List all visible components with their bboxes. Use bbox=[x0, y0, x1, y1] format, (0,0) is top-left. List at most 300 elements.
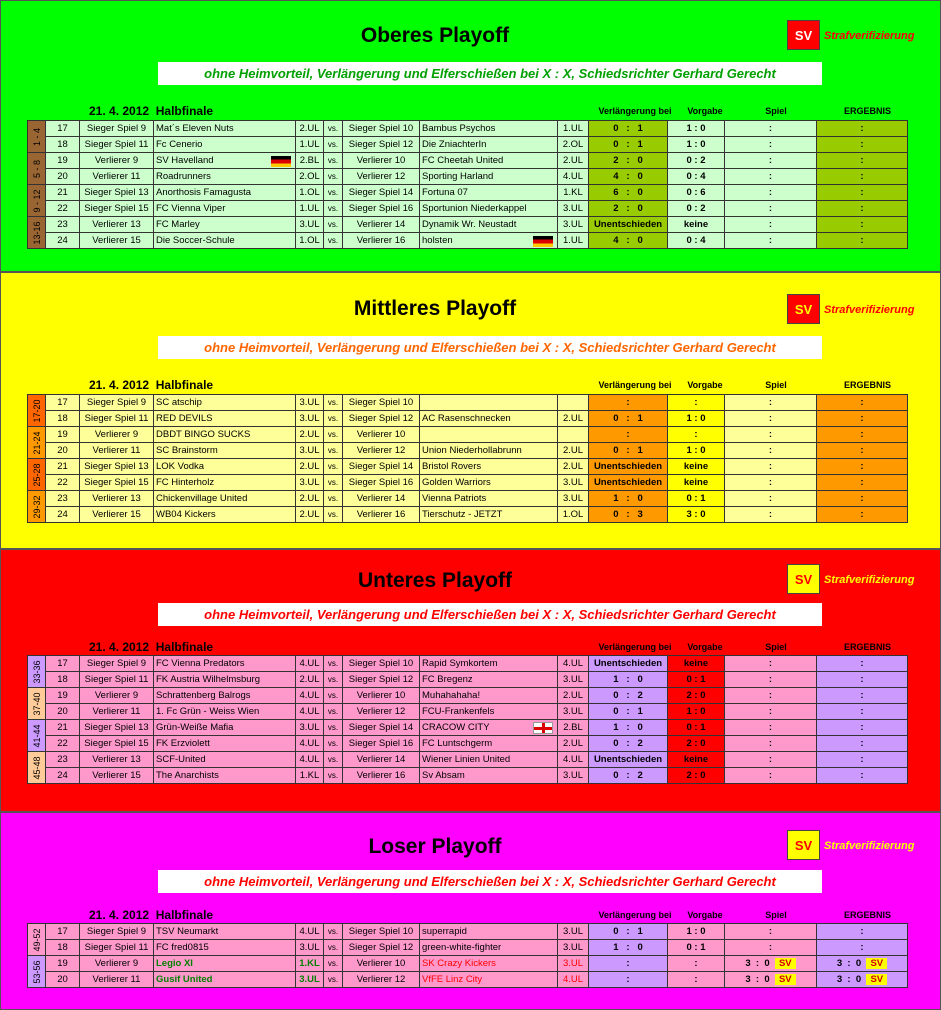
handicap-cell: 1 : 0 bbox=[668, 704, 725, 720]
league-away: 3.UL bbox=[558, 475, 589, 491]
league-away: 3.UL bbox=[558, 956, 589, 972]
table-row bbox=[28, 137, 908, 153]
slot-label-home: Verlierer 13 bbox=[80, 491, 154, 507]
match-number: 17 bbox=[46, 656, 80, 672]
game-score[interactable]: : bbox=[725, 427, 817, 443]
team-away: Die ZniachterIn bbox=[420, 137, 558, 153]
slot-label-away: Verlierer 16 bbox=[343, 233, 420, 249]
header-game: Spiel bbox=[765, 106, 787, 116]
team-away: Tierschutz - JETZT bbox=[420, 507, 558, 523]
group-label bbox=[28, 956, 46, 988]
result-score[interactable]: : bbox=[817, 491, 908, 507]
table-row bbox=[28, 940, 908, 956]
team-away: holsten bbox=[420, 233, 558, 249]
slot-label-home: Verlierer 11 bbox=[80, 443, 154, 459]
league-home: 2.UL bbox=[296, 459, 324, 475]
ext-away: 3 bbox=[637, 509, 643, 520]
match-table bbox=[27, 655, 908, 784]
team-away: FC Cheetah United bbox=[420, 153, 558, 169]
handicap-cell: 0 : 2 bbox=[668, 153, 725, 169]
header-ext: Verlängerung bei bbox=[598, 910, 672, 920]
slot-label-home: Sieger Spiel 11 bbox=[80, 940, 154, 956]
extension-cell: Unentschieden bbox=[589, 752, 668, 768]
ext-home: 6 bbox=[613, 187, 619, 198]
slot-label-home: Verlierer 9 bbox=[80, 427, 154, 443]
league-away: 1.OL bbox=[558, 507, 589, 523]
vs-label: vs. bbox=[324, 768, 343, 784]
match-date bbox=[89, 378, 213, 392]
vs-label: vs. bbox=[324, 137, 343, 153]
extension-cell: 0 : 1 bbox=[589, 411, 668, 427]
league-away bbox=[558, 395, 589, 411]
handicap-cell: : bbox=[668, 427, 725, 443]
league-away: 3.UL bbox=[558, 704, 589, 720]
vs-label: vs. bbox=[324, 217, 343, 233]
vs-label: vs. bbox=[324, 656, 343, 672]
league-home: 4.UL bbox=[296, 656, 324, 672]
match-number: 18 bbox=[46, 137, 80, 153]
handicap-away: 0 bbox=[700, 445, 706, 456]
ext-home: 0 bbox=[613, 413, 619, 424]
result-score-away: 0 bbox=[855, 974, 862, 985]
game-score[interactable]: : bbox=[725, 507, 817, 523]
extension-cell: Unentschieden bbox=[589, 656, 668, 672]
table-row bbox=[28, 459, 908, 475]
result-score[interactable]: : bbox=[817, 201, 908, 217]
match-number: 24 bbox=[46, 507, 80, 523]
result-score[interactable]: : bbox=[817, 924, 908, 940]
league-away: 2.UL bbox=[558, 688, 589, 704]
slot-label-away: Sieger Spiel 14 bbox=[343, 720, 420, 736]
result-score-home: 3 bbox=[836, 974, 843, 985]
vs-label: vs. bbox=[324, 720, 343, 736]
game-score[interactable]: : bbox=[725, 720, 817, 736]
result-score[interactable]: : bbox=[817, 411, 908, 427]
handicap-home: 1 bbox=[686, 413, 692, 424]
handicap-home: 1 bbox=[686, 123, 692, 134]
game-score[interactable]: : bbox=[725, 169, 817, 185]
ext-away: 0 bbox=[637, 674, 643, 685]
result-score[interactable]: : bbox=[817, 656, 908, 672]
slot-label-away: Sieger Spiel 14 bbox=[343, 459, 420, 475]
team-home: Mat´s Eleven Nuts bbox=[154, 121, 296, 137]
sv-description: Strafverifizierung bbox=[824, 574, 915, 586]
date-text: 21. 4. 2012 bbox=[89, 104, 150, 118]
team-home: Roadrunners bbox=[154, 169, 296, 185]
table-row bbox=[28, 121, 908, 137]
game-score[interactable]: 3 : 0 SV bbox=[725, 972, 817, 988]
league-home: 3.UL bbox=[296, 940, 324, 956]
ext-home: 4 bbox=[613, 171, 619, 182]
group-label bbox=[28, 491, 46, 523]
table-row bbox=[28, 704, 908, 720]
league-away: 3.UL bbox=[558, 768, 589, 784]
league-home: 2.UL bbox=[296, 507, 324, 523]
rules-subtitle: ohne Heimvorteil, Verlängerung und Elferschießen bei X : X, Schiedsrichter Gerhard Gerecht bbox=[158, 336, 822, 359]
game-score-home: 3 bbox=[745, 958, 751, 969]
handicap-cell: : bbox=[668, 972, 725, 988]
game-score[interactable]: 3 : 0 SV bbox=[725, 956, 817, 972]
result-score[interactable]: : bbox=[817, 137, 908, 153]
sv-button[interactable]: SV bbox=[787, 294, 820, 324]
vs-label: vs. bbox=[324, 752, 343, 768]
ext-away: 2 bbox=[637, 690, 643, 701]
game-score[interactable]: : bbox=[725, 443, 817, 459]
table-row bbox=[28, 924, 908, 940]
result-score[interactable]: : bbox=[817, 121, 908, 137]
ext-home: 0 bbox=[613, 139, 619, 150]
game-score[interactable]: : bbox=[725, 752, 817, 768]
match-number: 22 bbox=[46, 736, 80, 752]
team-away: superrapid bbox=[420, 924, 558, 940]
header-res: ERGEBNIS bbox=[843, 106, 891, 116]
game-score[interactable]: : bbox=[725, 153, 817, 169]
match-number: 23 bbox=[46, 217, 80, 233]
match-number: 20 bbox=[46, 972, 80, 988]
team-away: Rapid Symkortem bbox=[420, 656, 558, 672]
ext-home: 0 bbox=[613, 123, 619, 134]
sv-button[interactable]: SV bbox=[787, 830, 820, 860]
team-home: DBDT BINGO SUCKS bbox=[154, 427, 296, 443]
header-res: ERGEBNIS bbox=[843, 380, 891, 390]
vs-label: vs. bbox=[324, 459, 343, 475]
date-text: 21. 4. 2012 bbox=[89, 908, 150, 922]
header-game: Spiel bbox=[765, 642, 787, 652]
table-row bbox=[28, 956, 908, 972]
match-date bbox=[89, 104, 213, 118]
slot-label-away: Sieger Spiel 10 bbox=[343, 121, 420, 137]
group-range: 37-40 bbox=[31, 691, 42, 716]
slot-label-home: Verlierer 9 bbox=[80, 956, 154, 972]
league-home: 3.UL bbox=[296, 395, 324, 411]
result-score[interactable]: : bbox=[817, 720, 908, 736]
match-number: 20 bbox=[46, 443, 80, 459]
ext-home: 0 bbox=[613, 770, 619, 781]
team-away: FC Luntschgerm bbox=[420, 736, 558, 752]
game-score[interactable]: : bbox=[725, 475, 817, 491]
game-score[interactable]: : bbox=[725, 411, 817, 427]
extension-cell: 0 : 2 bbox=[589, 688, 668, 704]
handicap-away: 2 bbox=[700, 203, 706, 214]
extension-cell: 1 : 0 bbox=[589, 672, 668, 688]
slot-label-away: Verlierer 14 bbox=[343, 491, 420, 507]
vs-label: vs. bbox=[324, 395, 343, 411]
result-score[interactable]: : bbox=[817, 736, 908, 752]
vs-label: vs. bbox=[324, 201, 343, 217]
result-score[interactable]: : bbox=[817, 688, 908, 704]
slot-label-home: Sieger Spiel 9 bbox=[80, 121, 154, 137]
vs-label: vs. bbox=[324, 427, 343, 443]
team-home: FK Austria Wilhelmsburg bbox=[154, 672, 296, 688]
result-score[interactable]: : bbox=[817, 459, 908, 475]
handicap-home: 0 bbox=[686, 155, 692, 166]
league-away: 3.UL bbox=[558, 924, 589, 940]
game-score[interactable]: : bbox=[725, 217, 817, 233]
group-label bbox=[28, 153, 46, 185]
group-range: 29-32 bbox=[31, 494, 42, 519]
result-score[interactable]: : bbox=[817, 475, 908, 491]
slot-label-away: Verlierer 10 bbox=[343, 956, 420, 972]
handicap-cell: : bbox=[668, 956, 725, 972]
game-score[interactable]: : bbox=[725, 233, 817, 249]
game-score[interactable]: : bbox=[725, 736, 817, 752]
handicap-away: 4 bbox=[700, 171, 706, 182]
table-row bbox=[28, 768, 908, 784]
result-score[interactable]: : bbox=[817, 443, 908, 459]
group-label bbox=[28, 121, 46, 153]
league-home: 4.UL bbox=[296, 736, 324, 752]
league-away: 3.UL bbox=[558, 201, 589, 217]
handicap-home: 1 bbox=[686, 926, 692, 937]
team-away: Fortuna 07 bbox=[420, 185, 558, 201]
game-score[interactable]: : bbox=[725, 768, 817, 784]
league-home: 3.UL bbox=[296, 443, 324, 459]
extension-cell: 0 : 1 bbox=[589, 924, 668, 940]
handicap-home: 1 bbox=[686, 706, 692, 717]
team-home: Schrattenberg Balrogs bbox=[154, 688, 296, 704]
handicap-home: 0 bbox=[686, 203, 692, 214]
game-score[interactable]: : bbox=[725, 940, 817, 956]
group-range: 53-56 bbox=[31, 959, 42, 984]
ext-away: 1 bbox=[637, 706, 643, 717]
slot-label-away: Sieger Spiel 10 bbox=[343, 656, 420, 672]
slot-label-home: Verlierer 11 bbox=[80, 704, 154, 720]
league-away: 1.UL bbox=[558, 121, 589, 137]
match-number: 18 bbox=[46, 672, 80, 688]
game-score[interactable]: : bbox=[725, 656, 817, 672]
game-score[interactable]: : bbox=[725, 185, 817, 201]
handicap-home: 0 bbox=[686, 722, 692, 733]
slot-label-home: Verlierer 11 bbox=[80, 972, 154, 988]
team-away: Sporting Harland bbox=[420, 169, 558, 185]
game-score[interactable]: : bbox=[725, 121, 817, 137]
extension-cell: 4 : 0 bbox=[589, 233, 668, 249]
handicap-away: 0 bbox=[700, 926, 706, 937]
extension-cell: 1 : 0 bbox=[589, 940, 668, 956]
result-score[interactable]: 3 : 0 SV bbox=[817, 956, 908, 972]
league-away: 2.UL bbox=[558, 153, 589, 169]
team-away: Muhahahaha! bbox=[420, 688, 558, 704]
league-home: 3.UL bbox=[296, 720, 324, 736]
slot-label-away: Verlierer 16 bbox=[343, 507, 420, 523]
league-away: 4.UL bbox=[558, 169, 589, 185]
match-number: 22 bbox=[46, 201, 80, 217]
ext-away: 0 bbox=[637, 155, 643, 166]
team-home: Anorthosis Famagusta bbox=[154, 185, 296, 201]
result-score[interactable]: : bbox=[817, 395, 908, 411]
league-away: 2.OL bbox=[558, 137, 589, 153]
team-home: FC Hinterholz bbox=[154, 475, 296, 491]
table-row bbox=[28, 443, 908, 459]
slot-label-home: Verlierer 11 bbox=[80, 169, 154, 185]
table-row bbox=[28, 672, 908, 688]
league-away: 1.KL bbox=[558, 185, 589, 201]
group-range: 25-28 bbox=[31, 462, 42, 487]
ext-home: 1 bbox=[613, 942, 619, 953]
handicap-cell: 0 : 1 bbox=[668, 940, 725, 956]
game-score[interactable]: : bbox=[725, 395, 817, 411]
ext-home: 0 bbox=[613, 926, 619, 937]
match-number: 21 bbox=[46, 459, 80, 475]
league-away: 2.UL bbox=[558, 411, 589, 427]
team-home: FC Vienna Viper bbox=[154, 201, 296, 217]
extension-cell: 0 : 1 bbox=[589, 137, 668, 153]
ext-home: 0 bbox=[613, 690, 619, 701]
result-score[interactable]: : bbox=[817, 233, 908, 249]
league-away: 4.UL bbox=[558, 972, 589, 988]
handicap-cell: 0 : 4 bbox=[668, 169, 725, 185]
table-row bbox=[28, 736, 908, 752]
round-label: Halbfinale bbox=[155, 908, 214, 922]
vs-label: vs. bbox=[324, 491, 343, 507]
ext-home: 2 bbox=[613, 155, 619, 166]
handicap-away: 1 bbox=[700, 493, 706, 504]
slot-label-home: Verlierer 9 bbox=[80, 688, 154, 704]
slot-label-away: Verlierer 12 bbox=[343, 704, 420, 720]
extension-cell: 2 : 0 bbox=[589, 153, 668, 169]
table-row bbox=[28, 395, 908, 411]
handicap-cell: 0 : 1 bbox=[668, 491, 725, 507]
slot-label-away: Verlierer 10 bbox=[343, 427, 420, 443]
result-score[interactable]: : bbox=[817, 752, 908, 768]
header-ext: Verlängerung bei bbox=[598, 642, 672, 652]
header-game: Spiel bbox=[765, 380, 787, 390]
match-number: 17 bbox=[46, 924, 80, 940]
game-score-away: 0 bbox=[764, 958, 770, 969]
result-score[interactable]: : bbox=[817, 427, 908, 443]
slot-label-home: Sieger Spiel 9 bbox=[80, 656, 154, 672]
slot-label-away: Verlierer 12 bbox=[343, 169, 420, 185]
match-number: 22 bbox=[46, 475, 80, 491]
team-away: SK Crazy Kickers bbox=[420, 956, 558, 972]
slot-label-home: Sieger Spiel 11 bbox=[80, 672, 154, 688]
game-score[interactable]: : bbox=[725, 201, 817, 217]
handicap-away: 2 bbox=[700, 155, 706, 166]
league-home: 4.UL bbox=[296, 924, 324, 940]
team-away bbox=[420, 395, 558, 411]
result-score[interactable]: 3 : 0 SV bbox=[817, 972, 908, 988]
result-score[interactable]: : bbox=[817, 185, 908, 201]
handicap-away: 0 bbox=[700, 690, 706, 701]
result-score[interactable]: : bbox=[817, 507, 908, 523]
slot-label-away: Verlierer 10 bbox=[343, 688, 420, 704]
game-score[interactable]: : bbox=[725, 459, 817, 475]
table-row bbox=[28, 153, 908, 169]
handicap-cell: 1 : 0 bbox=[668, 411, 725, 427]
header-pre: Vorgabe bbox=[687, 380, 723, 390]
rules-subtitle: ohne Heimvorteil, Verlängerung und Elferschießen bei X : X, Schiedsrichter Gerhard Gerecht bbox=[158, 62, 822, 85]
sv-button[interactable]: SV bbox=[787, 20, 820, 50]
sv-button[interactable]: SV bbox=[787, 564, 820, 594]
handicap-cell: keine bbox=[668, 752, 725, 768]
game-score[interactable]: : bbox=[725, 704, 817, 720]
game-score[interactable]: : bbox=[725, 688, 817, 704]
ext-home: 2 bbox=[613, 203, 619, 214]
slot-label-home: Sieger Spiel 13 bbox=[80, 459, 154, 475]
vs-label: vs. bbox=[324, 507, 343, 523]
vs-label: vs. bbox=[324, 672, 343, 688]
group-range: 45-48 bbox=[31, 755, 42, 780]
result-score[interactable]: : bbox=[817, 672, 908, 688]
result-score[interactable]: : bbox=[817, 153, 908, 169]
vs-label: vs. bbox=[324, 972, 343, 988]
match-date bbox=[89, 908, 213, 922]
result-score[interactable]: : bbox=[817, 169, 908, 185]
match-number: 19 bbox=[46, 427, 80, 443]
game-score[interactable]: : bbox=[725, 491, 817, 507]
handicap-home: 2 bbox=[686, 690, 692, 701]
handicap-home: 3 bbox=[686, 509, 692, 520]
handicap-cell: keine bbox=[668, 656, 725, 672]
table-row bbox=[28, 656, 908, 672]
result-score[interactable]: : bbox=[817, 704, 908, 720]
handicap-cell: keine bbox=[668, 459, 725, 475]
match-number: 20 bbox=[46, 704, 80, 720]
slot-label-home: Sieger Spiel 9 bbox=[80, 924, 154, 940]
league-home: 3.UL bbox=[296, 411, 324, 427]
team-away: Bambus Psychos bbox=[420, 121, 558, 137]
slot-label-away: Sieger Spiel 16 bbox=[343, 201, 420, 217]
league-home: 2.UL bbox=[296, 427, 324, 443]
league-away: 2.UL bbox=[558, 459, 589, 475]
handicap-home: 0 bbox=[686, 187, 692, 198]
game-score[interactable]: : bbox=[725, 137, 817, 153]
date-text: 21. 4. 2012 bbox=[89, 378, 150, 392]
slot-label-home: Sieger Spiel 11 bbox=[80, 411, 154, 427]
league-home: 4.UL bbox=[296, 752, 324, 768]
team-away: FCU-Frankenfels bbox=[420, 704, 558, 720]
header-pre: Vorgabe bbox=[687, 910, 723, 920]
group-range: 33-36 bbox=[31, 659, 42, 684]
team-home: FK Erzviolett bbox=[154, 736, 296, 752]
result-score[interactable]: : bbox=[817, 217, 908, 233]
handicap-cell: 1 : 0 bbox=[668, 924, 725, 940]
team-home: FC Marley bbox=[154, 217, 296, 233]
league-away: 3.UL bbox=[558, 940, 589, 956]
result-score[interactable]: : bbox=[817, 768, 908, 784]
ext-home: 1 bbox=[613, 493, 619, 504]
ext-away: 1 bbox=[637, 139, 643, 150]
result-score[interactable]: : bbox=[817, 940, 908, 956]
game-score[interactable]: : bbox=[725, 672, 817, 688]
extension-cell: Unentschieden bbox=[589, 217, 668, 233]
extension-cell: 1 : 0 bbox=[589, 491, 668, 507]
ext-away: 0 bbox=[637, 203, 643, 214]
team-away: Dynamik Wr. Neustadt bbox=[420, 217, 558, 233]
group-range: 5 - 8 bbox=[31, 159, 42, 178]
team-home: SV Havelland bbox=[154, 153, 296, 169]
group-label bbox=[28, 395, 46, 427]
group-range: 41-44 bbox=[31, 723, 42, 748]
team-away: AC Rasenschnecken bbox=[420, 411, 558, 427]
game-score[interactable]: : bbox=[725, 924, 817, 940]
handicap-cell: 0 : 1 bbox=[668, 672, 725, 688]
slot-label-home: Verlierer 13 bbox=[80, 752, 154, 768]
sv-description: Strafverifizierung bbox=[824, 840, 915, 852]
team-away bbox=[420, 427, 558, 443]
league-home: 3.UL bbox=[296, 972, 324, 988]
team-away: Union Niederhollabrunn bbox=[420, 443, 558, 459]
league-away: 3.UL bbox=[558, 491, 589, 507]
vs-label: vs. bbox=[324, 940, 343, 956]
header-pre: Vorgabe bbox=[687, 106, 723, 116]
slot-label-away: Verlierer 14 bbox=[343, 752, 420, 768]
table-row bbox=[28, 972, 908, 988]
team-away: green-white-fighter bbox=[420, 940, 558, 956]
england-flag-icon bbox=[533, 722, 553, 734]
team-away: Golden Warriors bbox=[420, 475, 558, 491]
table-row bbox=[28, 185, 908, 201]
